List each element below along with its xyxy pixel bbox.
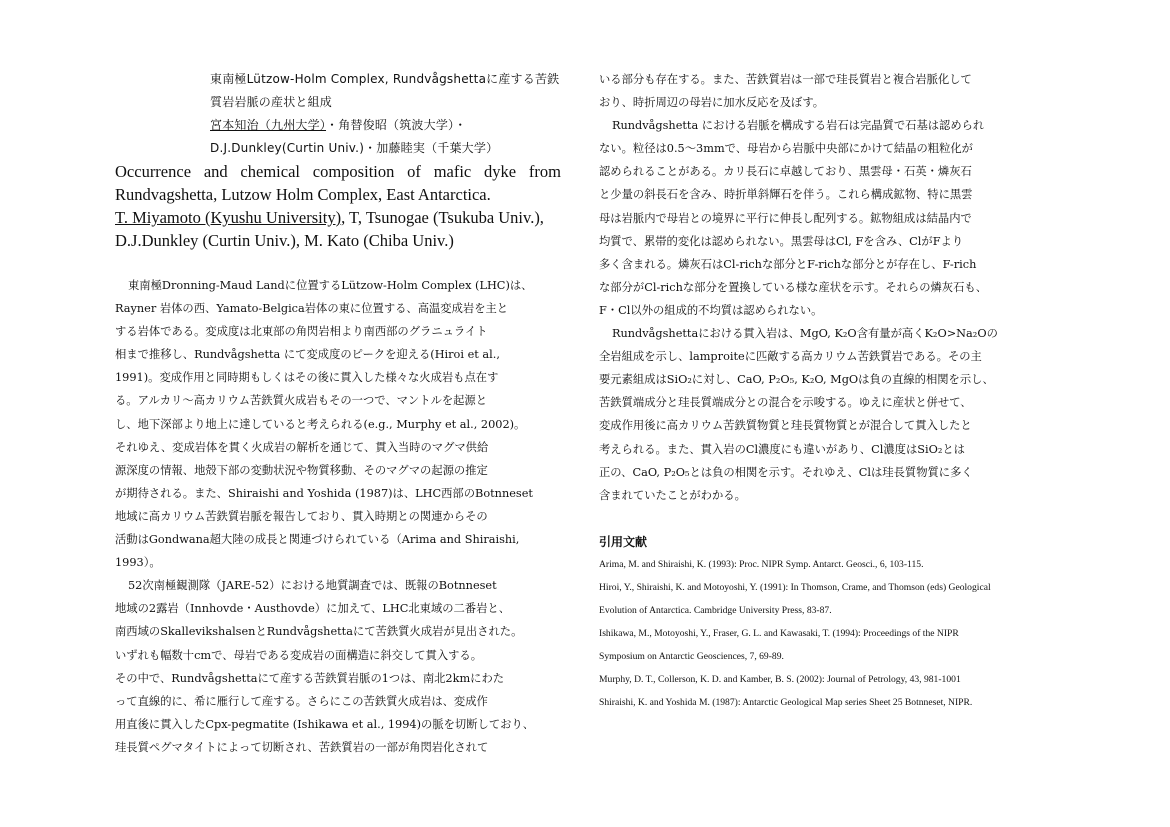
japanese-title-line: 東南極Lützow-Holm Complex, Rundvågshettaに産する苦鉄 <box>210 72 560 86</box>
body-line: 源深度の情報、地殻下部の変動状況や物質移動、そのマグマの起源の推定 <box>115 463 488 477</box>
body-line: 苦鉄質端成分と珪長質端成分との混合を示唆する。ゆえに産状と併せて、 <box>599 396 972 410</box>
japanese-title-block <box>210 68 561 160</box>
body-line: いずれも幅数十cmで、母岩である変成岩の面構造に斜交して貫入する。 <box>115 648 483 662</box>
japanese-authors-line: D.J.Dunkley(Curtin Univ.)・加藤睦実（千葉大学） <box>210 141 499 155</box>
body-line: 1991)。変成作用と同時期もしくはその後に貫入した様々な火成岩も点在す <box>115 371 499 385</box>
body-line: 要元素組成はSiO₂に対し、CaO, P₂O₅, K₂O, MgOは負の直線的相関を示し、 <box>599 373 994 387</box>
body-line: おり、時折周辺の母岩に加水反応を及ぼす。 <box>599 96 825 110</box>
body-line: Rundvågshetta における岩脈を構成する岩石は完晶質で石基は認められ <box>612 119 985 133</box>
body-line: 52次南極観測隊（JARE-52）における地質調査では、既報のBotnneset <box>128 579 497 593</box>
reference-line: Ishikawa, M., Motoyoshi, Y., Fraser, G. L. and Kawasaki, T. (1994): Proceedings of the NIPR <box>599 627 959 639</box>
body-line: する岩体である。変成度は北東部の角閃岩相より南西部のグラニュライト <box>115 325 488 339</box>
body-line: と少量の斜長石を含み、時折単斜輝石を伴う。これら構成鉱物、特に黒雲 <box>599 188 973 202</box>
references-heading: 引用文献 <box>599 534 648 549</box>
reference-line: Symposium on Antarctic Geosciences, 7, 69-89. <box>599 650 784 662</box>
reference-line: Murphy, D. T., Collerson, K. D. and Kamber, B. S. (2002): Journal of Petrology, 43, 981-1001 <box>599 673 961 685</box>
body-line: 全岩組成を示し、lamproiteに匹敵する高カリウム苦鉄質岩である。その主 <box>599 350 982 364</box>
body-line: る。アルカリ～高カリウム苦鉄質火成岩もその一つで、マントルを起源と <box>115 394 488 408</box>
body-line: 地域に高カリウム苦鉄質岩脈を報告しており、貫入時期との関連からその <box>115 509 488 523</box>
body-line: Rundvågshettaにおける貫入岩は、MgO, K₂O含有量が高くK₂O>Na₂Oの <box>612 327 998 341</box>
body-line: 変成作用後に高カリウム苦鉄質物質と珪長質物質とが混合して貫入したと <box>599 419 972 433</box>
english-title-line: Rundvagshetta, Lutzow Holm Complex, East Antarctica. <box>115 185 491 204</box>
body-line: F・Cl以外の組成的不均質は認められない。 <box>599 303 823 317</box>
body-line: 1993）。 <box>115 556 161 570</box>
body-line: その中で、Rundvågshettaにて産する苦鉄質岩脈の1つは、南北2kmにわた <box>115 671 505 685</box>
japanese-title-line: 質岩岩脈の産状と組成 <box>210 95 333 109</box>
body-line: が期待される。また、Shiraishi and Yoshida (1987)は、LHC西部のBotnneset <box>115 486 533 500</box>
body-line: 地域の2露岩（Innhovde・Austhovde）に加えて、LHC北東域の二番岩と、 <box>115 602 511 616</box>
body-line: 用直後に貫入したCpx-pegmatite (Ishikawa et al., 1994)の脈を切断しており、 <box>115 717 535 731</box>
coauthors-jp: ・角替俊昭（筑波大学）・ <box>326 118 467 132</box>
body-line: 母は岩脈内で母岩との境界に平行に伸長し配列する。鉱物組成は結晶内で <box>599 211 972 225</box>
body-line: 認められることがある。カリ長石に卓越しており、黒雲母・石英・燐灰石 <box>599 165 972 179</box>
reference-line: Arima, M. and Shiraishi, K. (1993): Proc. NIPR Symp. Antarct. Geosci., 6, 103-115. <box>599 558 924 570</box>
body-line: 珪長質ペグマタイトによって切断され、苦鉄質岩の一部が角閃岩化されて <box>115 740 489 754</box>
body-text-right <box>599 68 1045 507</box>
english-title-line: Occurrence and chemical composition of mafic dyke from <box>115 162 561 181</box>
body-line: し、地下深部より地上に達していると考えられる(e.g., Murphy et al., 2002)。 <box>115 417 526 431</box>
body-line: 考えられる。また、貫入岩のCl濃度にも違いがあり、Cl濃度はSiO₂とは <box>599 442 965 456</box>
body-line: 含まれていたことがわかる。 <box>599 488 746 502</box>
reference-line: Evolution of Antarctica. Cambridge University Press, 83-87. <box>599 604 832 616</box>
first-author-en: T. Miyamoto (Kyushu University) <box>115 208 342 227</box>
body-line: いる部分も存在する。また、苦鉄質岩は一部で珪長質岩と複合岩脈化して <box>599 73 972 86</box>
english-title <box>115 160 561 206</box>
body-line: 多く含まれる。燐灰石はCl-richな部分とF-richな部分とが存在し、F-rich <box>599 257 977 271</box>
reference-line: Hiroi, Y., Shiraishi, K. and Motoyoshi, Y. (1991): In Thomson, Crame, and Thomson (eds) Geological <box>599 581 991 593</box>
right-column <box>599 68 1045 714</box>
body-line: ない。粒径は0.5～3mmで、母岩から岩脈中央部にかけて結晶の粗粒化が <box>599 142 973 156</box>
body-line: 南西域のSkallevikshalsenとRundvågshettaにて苦鉄質火成岩が見出された。 <box>115 625 523 639</box>
body-line: な部分がCl-richな部分を置換している様な産状を示す。それらの燐灰石も、 <box>599 280 987 294</box>
body-line: Rayner 岩体の西、Yamato-Belgica岩体の東に位置する、高温変成岩を主と <box>115 302 509 316</box>
body-line: 東南極Dronning-Maud Landに位置するLützow-Holm Complex (LHC)は、 <box>128 279 533 292</box>
left-column <box>115 68 561 759</box>
body-line: 正の、CaO, P₂O₅とは負の相関を示す。それゆえ、Clは珪長質物質に多く <box>599 465 973 479</box>
body-line: 相まで推移し、Rundvågshetta にて変成度のピークを迎える(Hiroi et al., <box>115 348 500 362</box>
body-line: それゆえ、変成岩体を貫く火成岩の解析を通じて、貫入当時のマグマ供給 <box>115 440 489 454</box>
body-line: 活動はGondwana超大陸の成長と関連づけられている（Arima and Shiraishi, <box>115 533 520 547</box>
body-line: って直線的に、希に雁行して産する。さらにこの苦鉄質火成岩は、変成作 <box>115 694 488 708</box>
first-author-jp: 宮本知治（九州大学） <box>210 118 327 132</box>
english-authors <box>115 206 561 252</box>
coauthors-en: , T, Tsunogae (Tsukuba Univ.), <box>341 208 544 227</box>
english-authors-line <box>115 206 561 229</box>
body-line: 均質で、累帯的変化は認められない。黒雲母はCl, Fを含み、ClがFより <box>599 234 964 248</box>
references-list <box>599 553 1045 714</box>
japanese-authors-line <box>210 114 561 137</box>
body-text-left <box>115 274 561 759</box>
english-authors-line: D.J.Dunkley (Curtin Univ.), M. Kato (Chiba Univ.) <box>115 231 454 250</box>
reference-line: Shiraishi, K. and Yoshida M. (1987): Antarctic Geological Map series Sheet 25 Botnneset, NIPR. <box>599 696 973 708</box>
